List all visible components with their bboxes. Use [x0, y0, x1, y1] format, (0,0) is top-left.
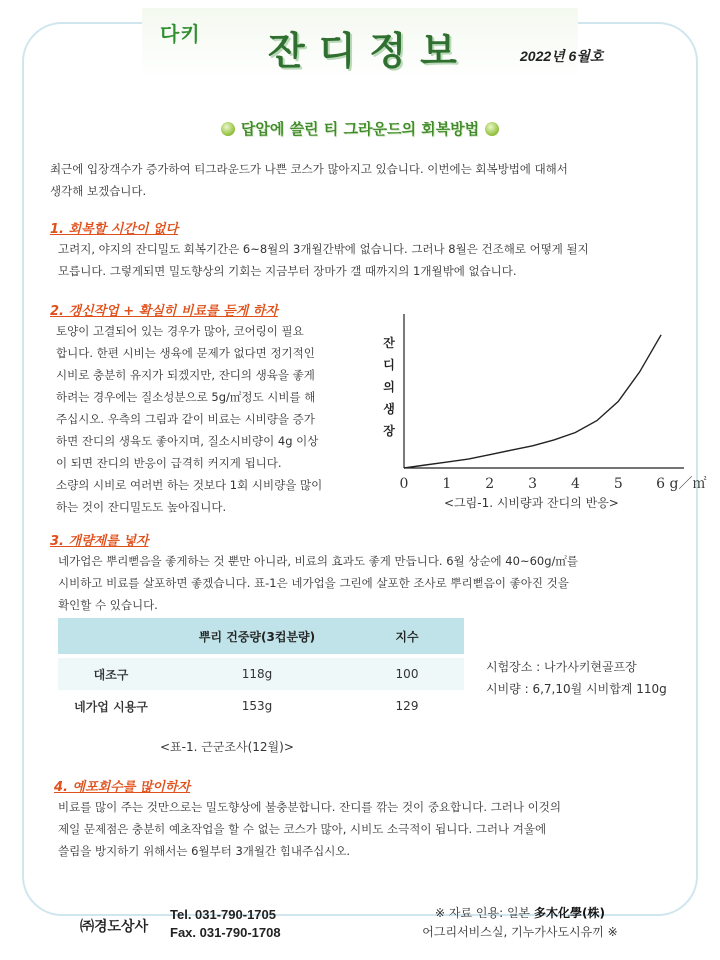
text-line: 소량의 시비로 여러번 하는 것보다 1회 시비량을 많이	[56, 478, 323, 492]
intro-paragraph	[50, 158, 568, 202]
section3-paragraph	[58, 550, 578, 616]
chart-x-tick-label: 0	[399, 476, 409, 492]
chart-x-tick-label: 6 g／㎡	[656, 476, 707, 492]
footer-tel: Tel. 031-790-1705	[170, 907, 276, 922]
fertilizer-response-chart	[376, 310, 707, 516]
text-line: 이 되면 잔디의 반응이 급격히 커지게 됩니다.	[56, 456, 282, 470]
footer-fax: Fax. 031-790-1708	[170, 925, 281, 940]
test-amount: 시비량 : 6,7,10월 시비합계 110g	[486, 682, 667, 696]
green-bullet-icon	[485, 122, 499, 136]
source-line-2: 어그리서비스실, 기누가사도시유끼 ※	[422, 925, 618, 939]
source-prefix: ※ 자료 인용: 일본	[435, 906, 531, 920]
footer-source	[400, 904, 640, 942]
source-name: 多木化學(株)	[533, 906, 605, 920]
page-title: 잔디정보	[268, 29, 471, 73]
test-info	[486, 656, 667, 700]
text-line: 합니다. 한편 시비는 생육에 문제가 없다면 정기적인	[56, 346, 315, 360]
table-cell: 129	[350, 690, 464, 722]
test-place: 시험장소 : 나가사키현골프장	[486, 660, 637, 674]
chart-y-label-char: 잔	[383, 336, 395, 350]
text-line: 토양이 고결되어 있는 경우가 많아, 코어링이 필요	[56, 324, 304, 338]
text-line: 하는 것이 잔디밀도도 높아집니다.	[56, 500, 227, 514]
text-line: 비료를 많이 주는 것만으로는 밀도향상에 불충분합니다. 잔디를 깎는 것이 중요합니다. 그러나 이것의	[58, 800, 561, 814]
table-row	[58, 690, 464, 722]
text-line: 고려지, 야지의 잔디밀도 회복기간은 6~8월의 3개월간밖에 없습니다. 그러나 8월은 건조해로 어떻게 될지	[58, 242, 589, 256]
section1-heading: 1. 회복할 시간이 없다	[50, 222, 179, 237]
brand-name: 다키	[160, 22, 201, 46]
section4-paragraph	[58, 796, 561, 862]
table-cell: 대조구	[58, 656, 164, 690]
text-line: 시비하고 비료를 살포하면 좋겠습니다. 표-1은 네가업을 그린에 살포한 조사로 뿌리뻗음이 좋아진 것을	[58, 576, 569, 590]
source-line-1	[400, 904, 640, 923]
chart-x-tick-label: 1	[442, 476, 452, 492]
chart-series-line	[404, 335, 661, 468]
table-header-cell: 뿌리 건중량(3컵분량)	[164, 618, 350, 656]
chart-caption: <그림-1. 시비량과 잔디의 반응>	[444, 496, 619, 510]
article-title	[0, 118, 720, 139]
footer-contact	[170, 906, 281, 942]
chart-canvas	[376, 310, 707, 516]
text-line: 모릅니다. 그렇게되면 밀도향상의 기회는 지금부터 장마가 갤 때까지의 1개월밖에 없습니다.	[58, 264, 517, 278]
chart-y-label-char: 의	[383, 380, 395, 394]
section2-paragraph	[56, 320, 322, 518]
chart-x-tick-label: 5	[613, 476, 623, 492]
table-header-cell	[58, 618, 164, 656]
table-cell: 네가업 시용구	[58, 690, 164, 722]
chart-x-tick-label: 2	[485, 476, 495, 492]
chart-y-label-char: 장	[383, 424, 395, 438]
text-line: 하려는 경우에는 질소성분으로 5g/㎡정도 시비를 해	[56, 390, 316, 404]
green-bullet-icon	[221, 122, 235, 136]
text-line: 최근에 입장객수가 증가하여 티그라운드가 나쁜 코스가 많아지고 있습니다. 이번에는 회복방법에 대해서	[50, 162, 568, 176]
chart-x-tick-label: 3	[528, 476, 538, 492]
text-line: 쓸림을 방지하기 위해서는 6월부터 3개월간 힘내주십시오.	[58, 844, 351, 858]
table-cell: 100	[350, 656, 464, 690]
chart-y-label-char: 생	[383, 402, 395, 416]
table-header-cell: 지수	[350, 618, 464, 656]
text-line: 확인할 수 있습니다.	[58, 598, 158, 612]
table-row	[58, 656, 464, 690]
text-line: 하면 잔디의 생육도 좋아지며, 질소시비량이 4g 이상	[56, 434, 319, 448]
text-line: 주십시오. 우측의 그림과 같이 비료는 시비량을 증가	[56, 412, 315, 426]
table-cell: 118g	[164, 656, 350, 690]
issue-date: 2022년 6월호	[520, 48, 604, 64]
article-title-text: 답압에 쓸린 티 그라운드의 회복방법	[240, 120, 480, 138]
table-caption: <표-1. 근군조사(12월)>	[160, 740, 294, 754]
chart-y-label-char: 디	[383, 358, 395, 372]
section1-paragraph	[58, 238, 589, 282]
section4-heading: 4. 예포회수를 많이하자	[54, 780, 191, 795]
text-line: 생각해 보겠습니다.	[50, 184, 147, 198]
section2-heading: 2. 갱신작업 + 확실히 비료를 듣게 하자	[50, 304, 278, 319]
footer-company: ㈜경도상사	[80, 919, 149, 935]
chart-x-tick-label: 4	[570, 476, 580, 492]
text-line: 제일 문제점은 충분히 예초작업을 할 수 없는 코스가 많아, 시비도 소극적이 됩니다. 그러나 겨울에	[58, 822, 547, 836]
root-survey-table	[58, 618, 464, 722]
text-line: 네가업은 뿌리뻗음을 좋게하는 것 뿐만 아니라, 비료의 효과도 좋게 만듭니다. 6월 상순에 40~60g/㎡를	[58, 554, 578, 568]
table-header-row	[58, 618, 464, 656]
text-line: 시비로 충분히 유지가 되겠지만, 잔디의 생육을 좋게	[56, 368, 315, 382]
section3-heading: 3. 개량제를 넣자	[50, 534, 149, 549]
table-cell: 153g	[164, 690, 350, 722]
